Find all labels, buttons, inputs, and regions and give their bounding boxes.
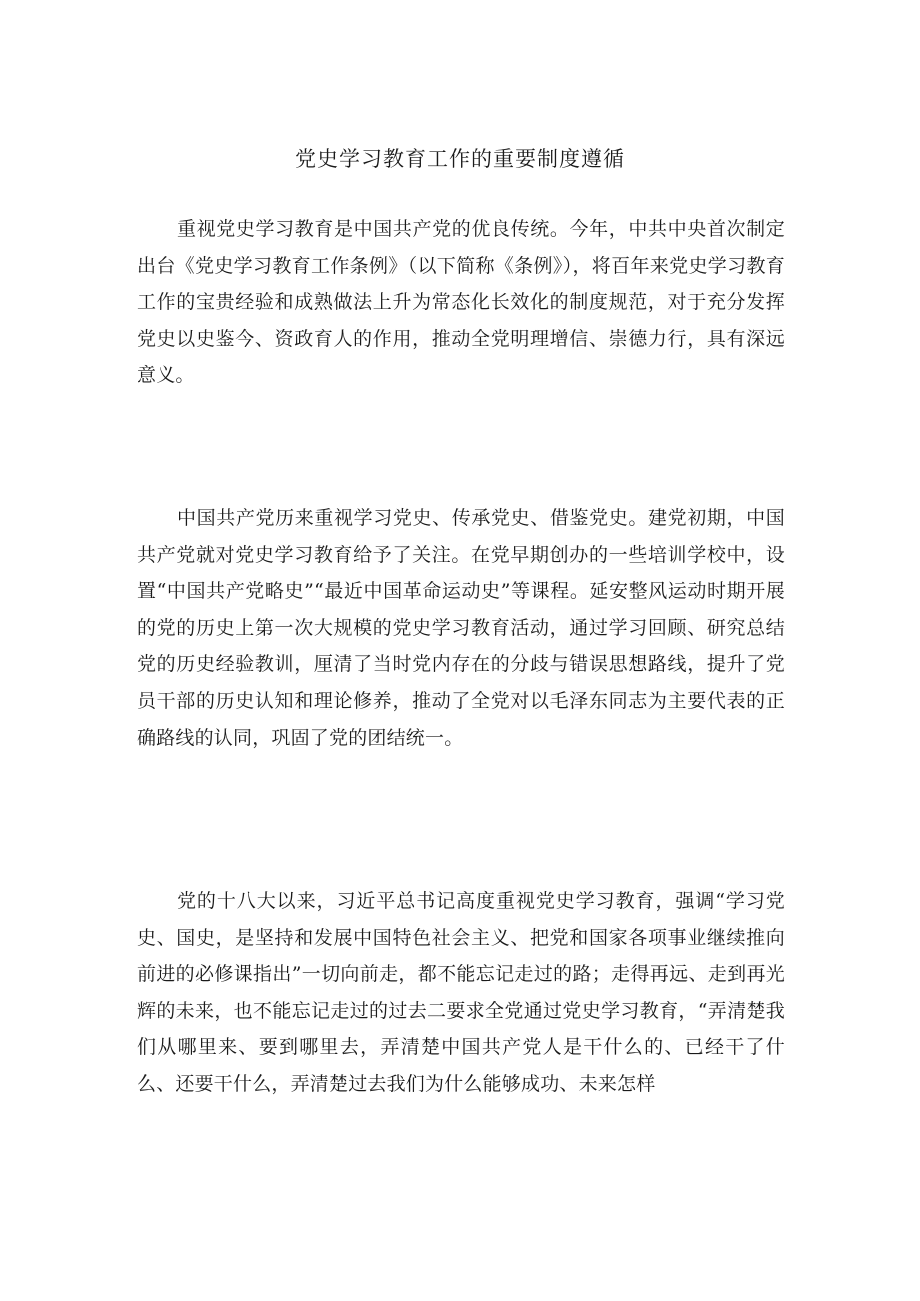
paragraph-2: 中国共产党历来重视学习党史、传承党史、借鉴党史。建党初期，中国共产党就对党史学习教育给予了关注。在党早期创办的一些培训学校中，设置“中国共产党略史”“最近中国革命运动史”等课程。延安整风运动时期开展的党的历史上第一次大规模的党史学习教育活动，通过学习回顾、研究总结党的历史经验教训，厘清了当时党内存在的分歧与错误思想路线，提升了党员干部的历史认知和理论修养，推动了全党对以毛泽东同志为主要代表的正确路线的认同，巩固了党的团结统一。	[137, 507, 785, 749]
paragraph-3: 党的十八大以来，习近平总书记高度重视党史学习教育，强调“学习党史、国史，是坚持和发展中国特色社会主义、把党和国家各项事业继续推向前进的必修课指出”一切向前走，都不能忘记走过的路；走得再远、走到再光辉的未来，也不能忘记走过的过去二要求全党通过党史学习教育，“弄清楚我们从哪里来、要到哪里去，弄清楚中国共产党人是干什么的、已经干了什么、还要干什么，弄清楚过去我们为什么能够成功、未来怎样	[137, 890, 785, 1095]
paragraph-1: 重视党史学习教育是中国共产党的优良传统。今年，中共中央首次制定出台《党史学习教育工作条例》（以下简称《条例》），将百年来党史学习教育工作的宝贵经验和成熟做法上升为常态化长效化的制度规范，对于充分发挥党史以史鉴今、资政育人的作用，推动全党明理增信、崇德力行，具有深远意义。	[137, 218, 785, 387]
document-title: 党史学习教育工作的重要制度遵循	[295, 147, 625, 171]
